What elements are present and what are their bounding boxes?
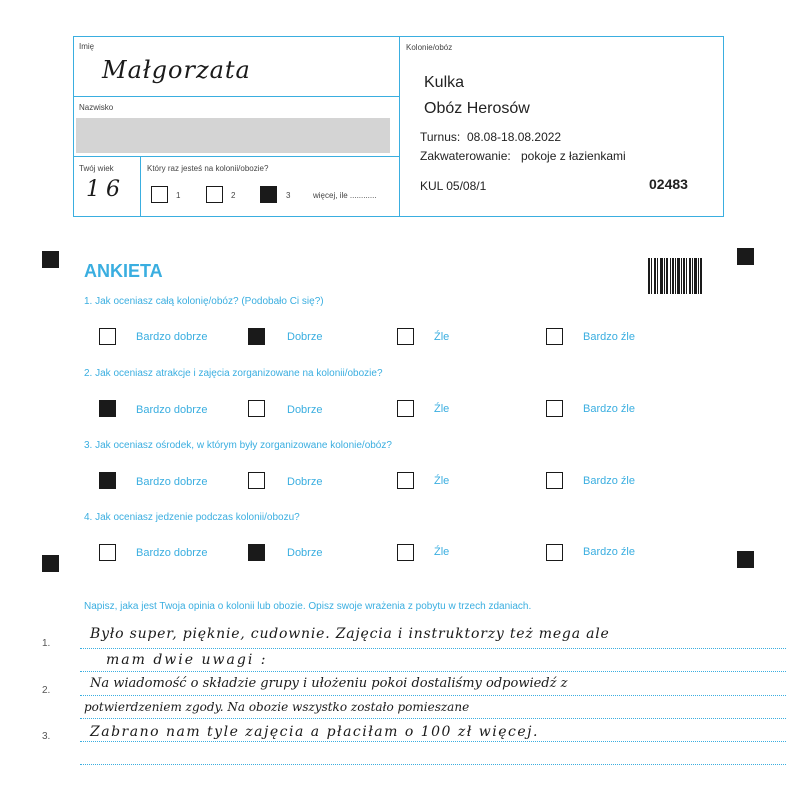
name-label: Imię <box>79 42 95 51</box>
q2-option-zle: Źle <box>434 403 450 415</box>
q2-checkbox-dobrze[interactable] <box>248 400 265 417</box>
line-number-2: 2. <box>42 685 51 696</box>
times-more: więcej, ile ............ <box>313 191 377 200</box>
q1-checkbox-bardzo-dobrze[interactable] <box>99 328 116 345</box>
q3-checkbox-bardzo-zle[interactable] <box>546 472 563 489</box>
opinion-line-2b <box>80 718 786 719</box>
opinion-line-1 <box>80 648 786 649</box>
times-checkbox-3[interactable] <box>260 186 277 203</box>
registration-mark-bottom-left <box>42 555 59 572</box>
age-label: Twój wiek <box>79 164 114 173</box>
q1-checkbox-zle[interactable] <box>397 328 414 345</box>
q2-option-dobrze: Dobrze <box>287 404 323 416</box>
q2-option-bardzo-dobrze: Bardzo dobrze <box>136 404 208 416</box>
q2-checkbox-bardzo-zle[interactable] <box>546 400 563 417</box>
divider-name <box>73 96 400 97</box>
accom-value: pokoje z łazienkami <box>521 149 626 163</box>
surname-label: Nazwisko <box>79 103 114 112</box>
form-number: 02483 <box>649 176 688 192</box>
handwritten-line-1-cont[interactable]: mam dwie uwagi : <box>106 652 268 668</box>
times-checkbox-2[interactable] <box>206 186 223 203</box>
times-checkbox-1[interactable] <box>151 186 168 203</box>
q3-checkbox-zle[interactable] <box>397 472 414 489</box>
line-number-1: 1. <box>42 638 51 649</box>
opinion-line-1b <box>80 671 786 672</box>
name-value[interactable]: Małgorzata <box>102 56 251 84</box>
q2-checkbox-zle[interactable] <box>397 400 414 417</box>
camp-label: Kolonie/obóz <box>406 43 453 52</box>
age-value[interactable]: 16 <box>86 177 126 202</box>
q1-option-zle: Źle <box>434 331 450 343</box>
barcode <box>648 258 702 294</box>
q3-option-bardzo-dobrze: Bardzo dobrze <box>136 476 208 488</box>
q2-checkbox-bardzo-dobrze[interactable] <box>99 400 116 417</box>
question-1-text: 1. Jak oceniasz całą kolonię/obóz? (Podobało Ci się?) <box>84 296 324 307</box>
times-option-1: 1 <box>176 191 181 200</box>
times-option-2: 2 <box>231 191 236 200</box>
handwritten-line-2-cont[interactable]: potwierdzeniem zgody. Na obozie wszystko zostało pomieszane <box>84 700 470 714</box>
question-3-text: 3. Jak oceniasz ośrodek, w którym były zorganizowane kolonie/obóz? <box>84 440 392 451</box>
q1-option-dobrze: Dobrze <box>287 331 323 343</box>
survey-title: ANKIETA <box>84 261 163 281</box>
handwritten-line-1[interactable]: Było super, pięknie, cudownie. Zajęcia i instruktorzy też mega ale <box>90 626 610 642</box>
accom-label: Zakwaterowanie: <box>420 149 511 163</box>
opinion-prompt: Napisz, jaka jest Twoja opinia o kolonii lub obozie. Opisz swoje wrażenia z pobytu w trzech zdaniach. <box>84 601 532 612</box>
times-label: Który raz jesteś na kolonii/obozie? <box>147 164 269 173</box>
q1-checkbox-dobrze[interactable] <box>248 328 265 345</box>
handwritten-line-3[interactable]: Zabrano nam tyle zajęcia a płaciłam o 100 zł więcej. <box>90 724 539 740</box>
q4-checkbox-zle[interactable] <box>397 544 414 561</box>
q3-checkbox-dobrze[interactable] <box>248 472 265 489</box>
opinion-line-3 <box>80 741 786 742</box>
question-2-text: 2. Jak oceniasz atrakcje i zajęcia zorganizowane na kolonii/obozie? <box>84 368 383 379</box>
registration-mark-top-right <box>737 248 754 265</box>
q4-option-zle: Źle <box>434 546 450 558</box>
q2-option-bardzo-zle: Bardzo źle <box>583 403 635 415</box>
handwritten-line-2[interactable]: Na wiadomość o składzie grupy i ułożeniu pokoi dostaliśmy odpowiedź z <box>90 676 568 691</box>
q3-option-bardzo-zle: Bardzo źle <box>583 475 635 487</box>
divider-surname <box>73 156 400 157</box>
q3-option-dobrze: Dobrze <box>287 476 323 488</box>
turn-label: Turnus: <box>420 130 461 144</box>
turn-value: 08.08-18.08.2022 <box>467 130 562 144</box>
camp-code: KUL 05/08/1 <box>420 179 487 193</box>
camp-name: Kulka <box>424 74 465 91</box>
opinion-line-2 <box>80 695 786 696</box>
q1-option-bardzo-dobrze: Bardzo dobrze <box>136 331 208 343</box>
surname-redaction <box>76 118 390 153</box>
camp-subtitle: Obóz Herosów <box>424 100 530 117</box>
q1-option-bardzo-zle: Bardzo źle <box>583 331 635 343</box>
q4-checkbox-bardzo-dobrze[interactable] <box>99 544 116 561</box>
line-number-3: 3. <box>42 731 51 742</box>
q1-checkbox-bardzo-zle[interactable] <box>546 328 563 345</box>
opinion-line-3b <box>80 764 786 765</box>
divider-age <box>140 156 141 217</box>
registration-mark-bottom-right <box>737 551 754 568</box>
times-option-3: 3 <box>286 191 291 200</box>
q4-option-bardzo-zle: Bardzo źle <box>583 546 635 558</box>
q4-checkbox-bardzo-zle[interactable] <box>546 544 563 561</box>
q4-option-bardzo-dobrze: Bardzo dobrze <box>136 547 208 559</box>
question-4-text: 4. Jak oceniasz jedzenie podczas kolonii/obozu? <box>84 512 300 523</box>
q4-checkbox-dobrze[interactable] <box>248 544 265 561</box>
registration-mark-top-left <box>42 251 59 268</box>
q3-checkbox-bardzo-dobrze[interactable] <box>99 472 116 489</box>
q3-option-zle: Źle <box>434 475 450 487</box>
q4-option-dobrze: Dobrze <box>287 547 323 559</box>
